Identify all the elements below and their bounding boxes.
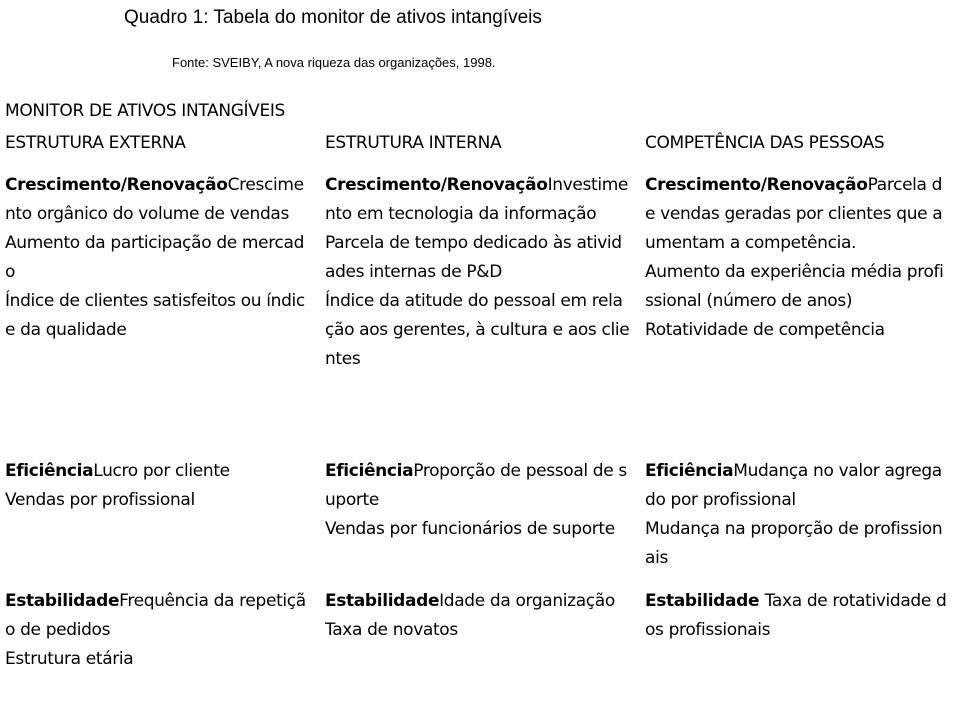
indicator-text: Frequência da repetição de pedidos	[5, 591, 306, 640]
indicator-text: Lucro por cliente	[93, 461, 230, 481]
indicator-text: Parcela de tempo dedicado às atividades internas de P&D	[325, 233, 622, 282]
figure-caption: Quadro 1: Tabela do monitor de ativos intangíveis	[124, 7, 542, 28]
category-label: Crescimento/Renovação	[645, 175, 868, 195]
indicator-text: Idade da organização	[439, 591, 615, 611]
cell-eficiencia-estrutura-externa	[5, 457, 311, 515]
category-label: Estabilidade	[5, 591, 120, 611]
cell-crescimento-competencia	[645, 171, 951, 345]
source-citation: Fonte: SVEIBY, A nova riqueza das organizações, 1998.	[172, 55, 496, 70]
cell-crescimento-estrutura-externa	[5, 171, 311, 345]
column-header-estrutura-interna: ESTRUTURA INTERNA	[325, 133, 502, 153]
cell-estabilidade-estrutura-interna	[325, 587, 631, 645]
indicator-text: Aumento da participação de mercado	[5, 233, 305, 282]
cell-crescimento-estrutura-interna	[325, 171, 631, 374]
indicator-text: Mudança na proporção de profissionais	[645, 519, 943, 568]
indicator-text: Investimento em tecnologia da informação	[325, 175, 629, 224]
indicator-text: Parcela de vendas geradas por clientes que aumentam a competência.	[645, 175, 943, 253]
category-label: Estabilidade	[645, 591, 765, 611]
cell-estabilidade-estrutura-externa	[5, 587, 311, 674]
column-header-competencia-das-pessoas: COMPETÊNCIA DAS PESSOAS	[645, 133, 885, 153]
category-label: Crescimento/Renovação	[5, 175, 228, 195]
category-label: Crescimento/Renovação	[325, 175, 548, 195]
indicator-text: Taxa de novatos	[325, 620, 458, 640]
indicator-text: Taxa de rotatividade dos profissionais	[645, 591, 947, 640]
category-label: Eficiência	[325, 461, 414, 481]
indicator-text: Vendas por funcionários de suporte	[325, 519, 615, 539]
indicator-text: Rotatividade de competência	[645, 320, 885, 340]
indicator-text: Vendas por profissional	[5, 490, 195, 510]
cell-eficiencia-competencia	[645, 457, 951, 573]
table-title: MONITOR DE ATIVOS INTANGÍVEIS	[5, 101, 285, 121]
indicator-text: Crescimento orgânico do volume de vendas	[5, 175, 304, 224]
indicator-text: Índice de clientes satisfeitos ou índice da qualidade	[5, 291, 305, 340]
indicator-text: Proporção de pessoal de suporte	[325, 461, 627, 510]
indicator-text: Mudança no valor agregado por profissional	[645, 461, 942, 510]
column-header-estrutura-externa: ESTRUTURA EXTERNA	[5, 133, 186, 153]
indicator-text: Aumento da experiência média profissional (número de anos)	[645, 262, 944, 311]
category-label: Eficiência	[5, 461, 94, 481]
category-label: Eficiência	[645, 461, 734, 481]
indicator-text: Índice da atitude do pessoal em relação aos gerentes, à cultura e aos clientes	[325, 291, 630, 369]
cell-estabilidade-competencia	[645, 587, 951, 645]
cell-eficiencia-estrutura-interna	[325, 457, 631, 544]
indicator-text: Estrutura etária	[5, 649, 134, 669]
category-label: Estabilidade	[325, 591, 440, 611]
